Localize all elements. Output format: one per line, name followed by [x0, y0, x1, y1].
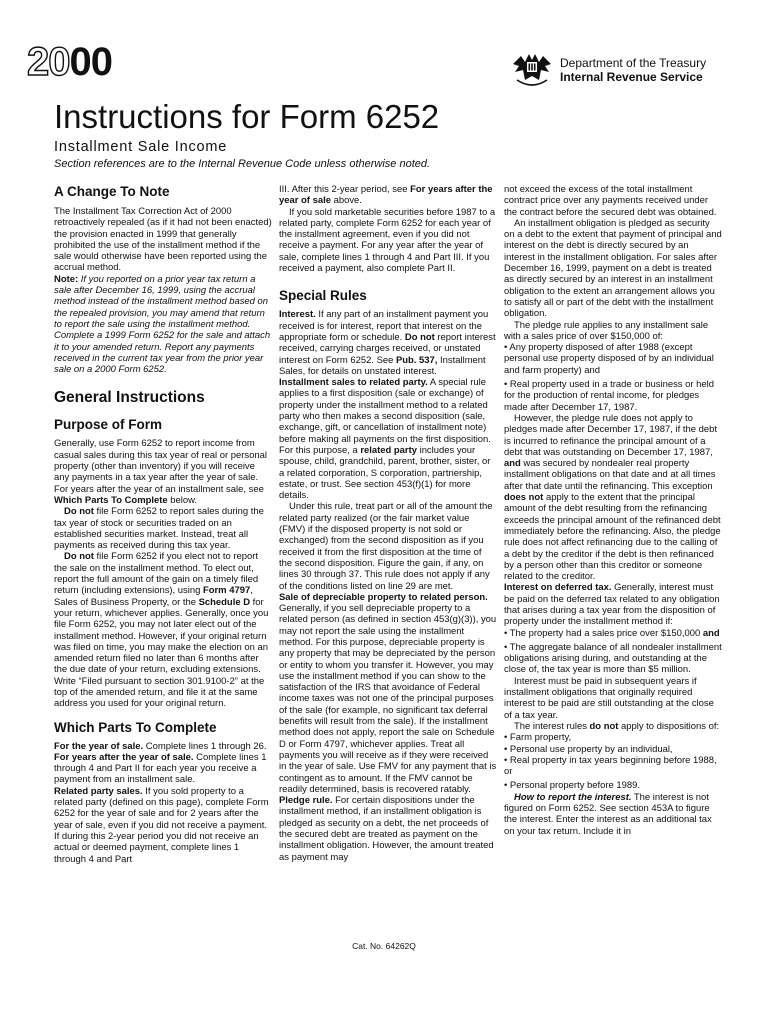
irs-eagle-seal-icon: [511, 50, 553, 88]
column-3: [504, 184, 722, 837]
column-2: [279, 184, 497, 863]
paragraph: not exceed the excess of the total installment contract price over any payments received under the contract before the secured debt was obtained.: [504, 184, 717, 218]
text: If any part of an installment payment you received is for interest, report that interest on the appropriate form or schedule.: [279, 309, 489, 343]
bold-text: Do not: [404, 331, 435, 343]
agency-name: Internal Revenue Service: [560, 70, 703, 84]
paragraph: [54, 752, 272, 786]
bullet-item: • Real property in tax years beginning before 1988, or: [504, 754, 717, 778]
bold-text: Pledge rule.: [279, 795, 333, 807]
text: Generally, interest must be paid on the deferred tax related to any obligation that arises during a tax year from the disposition of property under the installment method if:: [504, 582, 720, 628]
text: file Form 6252 to report sales during the tax year of stock or securities traded on an established securities market. Instead, treat all payments as received during this tax year.: [54, 506, 264, 552]
text: , Sales of Business Property, or the: [54, 585, 253, 608]
text: includes your spouse, child, grandchild, parent, brother, sister, or a related corporation, S corporation, partnership, estate, or trust. See section 453(f)(1) for more details.: [279, 444, 491, 502]
text: Generally, if you sell depreciable property to a related person (as defined in section 453(g)(3)), you may not report the sale using the installment method. For this purpose, depreciable property is any property that may be depreciated by the person or entity to whom you transfer it. However, you may use the installment method if you can show to the satisfaction of the IRS that avoidance of Federal income taxes was not one of the principal purposes of the sale (for example, no significant tax deferral benefits will result from the sale). If the installment method does not apply, report the sale on Schedule D or Form 4797, whichever applies. Treat all payments you will receive as if they were received in the year of sale. Use FMV for any payment that is contingent as to amount. If the FMV cannot be readily determined, basis is recovered ratably.: [279, 603, 497, 795]
heading-general-instructions: General Instructions: [54, 389, 205, 407]
text: Complete lines 1 through 26.: [143, 740, 267, 752]
note-text: If you reported on a prior year tax return a sale after December 16, 1999, using the accrual method instead of the installment method based on the repealed provision, you may amend that return to report the sale using the installment method. Complete a 1999 Form 6252 for the sale and attach it to your amended return. Report any payments received in the current tax year from the prior year sale on a 2000 Form 6252.: [54, 273, 271, 376]
bold-text: do not: [589, 720, 619, 732]
paragraph: Interest must be paid in subsequent years if installment obligations that originally required interest to be paid are still outstanding at the close of a tax year.: [504, 675, 714, 721]
text: A special rule applies to a first disposition (sale or exchange) of property under the installment method to a related party who then makes a second disposition (sale, exchange, gift, or cancellation of installment note) before making all payments on the first disposition. For this purpose, a: [279, 377, 491, 456]
text: Generally, use Form 6252 to report income from casual sales during this tax year of real or personal property (other than inventory) if you will receive any payments in a tax year after the year of sale. For years after the year of an installment sale, see: [54, 438, 267, 495]
note-paragraph: [54, 274, 272, 376]
bold-text: Interest.: [279, 309, 316, 321]
text: Complete lines 1 through 4 and Part II for each year you receive a payment from an installment sale.: [54, 751, 267, 786]
paragraph: [279, 592, 497, 795]
bullet-item: • The aggregate balance of all nondealer installment obligations arising during, and outstanding at the close of, the tax year is more than $5 million.: [504, 641, 722, 676]
text: above.: [330, 195, 362, 207]
paragraph: [279, 309, 497, 377]
bold-text: Pub. 537,: [395, 354, 438, 366]
paragraph: [54, 786, 272, 865]
department-name: Department of the Treasury: [560, 56, 707, 70]
bullet-item: • Any property disposed of after 1988 (except personal use property disposed of by an individual and farm property) and: [504, 342, 714, 376]
text: If you sold property to a related party (defined on this page), complete Form 6252 for the year of sale and for 2 years after the year of sale, even if you did not receive a payment. If during this 2-year period you did not receive an actual or deemed payment, complete lines 1 through 4 and Part: [54, 785, 269, 865]
heading-special-rules: Special Rules: [279, 288, 367, 304]
year-solid: 00: [69, 40, 112, 84]
text: apply to dispositions of:: [618, 720, 720, 732]
paragraph: Under this rule, treat part or all of the amount the related party realized (or the fair market value (FMV) if the disposed property is not sold or exchanged) from the second disposition as if you received it from the first disposition at the time of the second disposition. Figure the gain, if any, on lines 30 through 37. This rule does not apply if any of the conditions listed on line 29 are met.: [279, 501, 493, 592]
year-outline: 20: [27, 40, 70, 84]
text: • The property had a sales price over $150,000: [504, 627, 703, 639]
paragraph: An installment obligation is pledged as security on a debt to the extent that payment of principal and interest on the debt is directly secured by an interest in the installment obligation. For sales after December 16, 1999, payment on a debt is treated as directly secured by an interest in an installment obligation to the extent an arrangement allows you to satisfy all or part of the debt with the installment obligation.: [504, 217, 722, 320]
column-1: [54, 184, 272, 865]
text: The interest is not figured on Form 6252. See section 453A to figure the interest. Enter the interest as an additional tax on your tax return. Include it in: [504, 791, 712, 837]
text: Installment Sales, for details on unstated interest.: [279, 354, 486, 377]
paragraph: [54, 741, 272, 752]
catalog-number: Cat. No. 64262Q: [352, 941, 416, 951]
paragraph: [504, 413, 722, 582]
paragraph: The Installment Tax Correction Act of 2000 retroactively repealed (as if it had not been enacted) the provision enacted in 1999 that generally prohibited the use of the installment method if the sale would otherwise have been reported using the accrual method.: [54, 206, 272, 274]
section-reference-note: Section references are to the Internal Revenue Code unless otherwise noted.: [54, 158, 431, 170]
bold-text: Do not: [64, 551, 94, 563]
bold-text: Schedule D: [198, 596, 251, 608]
bold-text: Installment sales to related party.: [279, 377, 428, 389]
form-year: [27, 42, 112, 82]
page-title: Instructions for Form 6252: [54, 98, 440, 135]
bold-text: For years after the year of sale.: [54, 751, 194, 763]
text: III. After this 2-year period, see: [279, 184, 411, 195]
paragraph: [279, 184, 497, 207]
bold-text: Interest on deferred tax.: [504, 582, 612, 594]
bold-text: For the year of sale.: [54, 740, 144, 752]
text: However, the pledge rule does not apply to pledges made after December 17, 1987, if the debt is incurred to refinance the principal amount of a debt that was outstanding on December 17, 1987,: [504, 412, 718, 458]
page-subtitle: Installment Sale Income: [54, 139, 228, 155]
heading-purpose-of-form: Purpose of Form: [54, 417, 163, 433]
bullet-item: • Real property used in a trade or business or held for the production of rental income, for pledges made after December 17, 1987.: [504, 379, 714, 413]
paragraph: [504, 792, 722, 837]
bold-text: Related party sales.: [54, 785, 143, 797]
text: for your return, whichever applies. Generally, once you file Form 6252, you may not later elect out of the installment method. However, if your original return was filed on time, you may make the election on an amended return filed no later than 6 months after the due date of your return, excluding extensions. Write “Filed pursuant to section 301.9100-2” at the top of the amended return, and file it at the same address you used for your original return.: [54, 596, 269, 710]
bold-text: Do not: [64, 506, 94, 518]
text: below.: [167, 494, 197, 506]
paragraph: [504, 582, 722, 627]
bold-text: and: [504, 458, 521, 470]
paragraph: [54, 506, 272, 551]
bullet-item: • Farm property,: [504, 732, 572, 744]
bold-text: Form 4797: [202, 585, 251, 597]
bullet-item: • Personal use property by an individual,: [504, 743, 673, 755]
bold-text: Which Parts To Complete: [54, 494, 168, 506]
paragraph: [279, 377, 497, 501]
note-label: Note:: [54, 273, 79, 285]
bold-text: and: [702, 627, 720, 639]
bold-text: For years after the year of sale: [279, 184, 493, 207]
paragraph: [504, 721, 722, 732]
bullet-item: • Personal property before 1989.: [504, 780, 641, 792]
bold-text: related party: [360, 444, 417, 456]
text: For certain dispositions under the installment method, if an installment obligation is pledged as security on a debt, the net proceeds of the secured debt are treated as payment on the installment obligation. However, the amount treated as payment may: [279, 795, 494, 863]
paragraph: [279, 795, 497, 863]
heading-which-parts: Which Parts To Complete: [54, 719, 217, 735]
bold-italic-text: How to report the interest.: [514, 791, 632, 803]
paragraph: [54, 438, 272, 506]
text: file Form 6252 if you elect not to report the sale on the installment method. To elect out, report the full amount of the gain on a timely filed return (including extensions), using: [54, 551, 259, 597]
bullet-item: [504, 628, 722, 639]
bold-text: does not: [504, 492, 544, 504]
text: apply to the extent that the principal amount of the debt resulting from the refinancing exceeds the principal amount of the refinanced debt immediately before the refinancing. Also, the pledge rule does not affect refinancing due to the calling of a debt by the creditor if the debt is then refinanced by a person other than this creditor or someone related to the creditor.: [504, 492, 721, 583]
text: was secured by nondealer real property installment obligations on that date and at all times after that date until the refinancing. This exception: [504, 458, 716, 492]
paragraph: [54, 551, 272, 709]
paragraph: The pledge rule applies to any installment sale with a sales price of over $150,000 of:: [504, 319, 709, 342]
text: The interest rules: [514, 720, 590, 732]
bold-text: Sale of depreciable property to related person.: [279, 591, 488, 603]
heading-change-to-note: A Change To Note: [54, 184, 170, 199]
text: report interest received, carrying charges received, or unstated interest on Form 6252. See: [279, 331, 496, 366]
paragraph: If you sold marketable securities before 1987 to a related party, complete Form 6252 for each year of the installment agreement, even if you did not receive a payment. For any year after the year of sale, complete lines 1 through 4 and Part III. If you received a payment, also complete Part II.: [279, 206, 496, 275]
